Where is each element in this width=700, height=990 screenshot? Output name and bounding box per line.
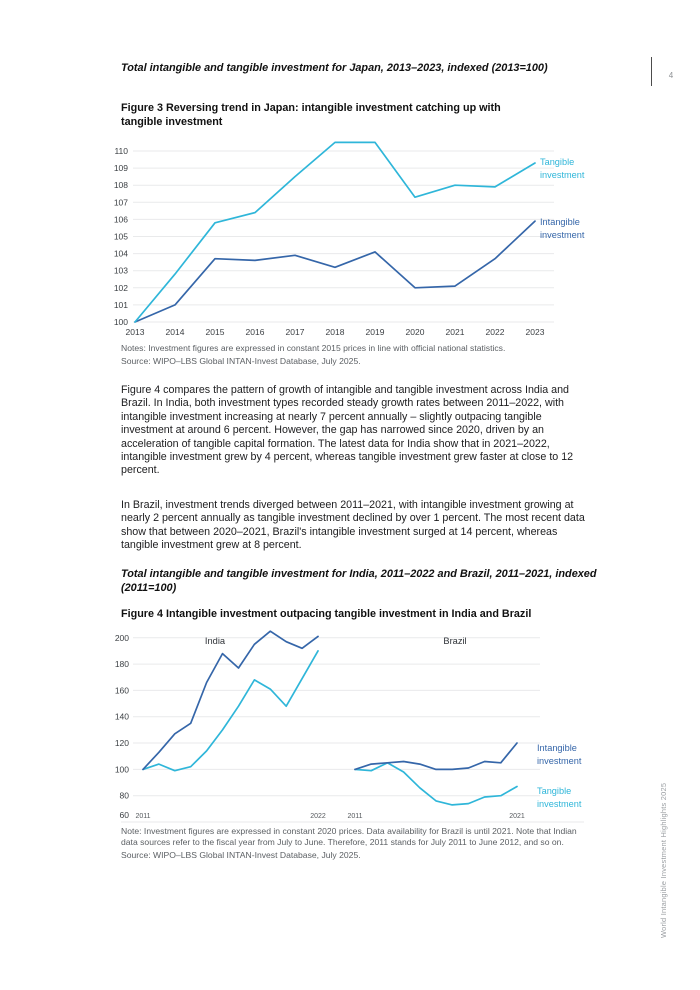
svg-text:108: 108	[113, 180, 128, 191]
svg-text:80: 80	[119, 790, 129, 801]
figure3-source: Source: WIPO–LBS Global INTAN-Invest Database, July 2025.	[121, 356, 361, 367]
svg-text:2023: 2023	[525, 327, 545, 337]
svg-text:2017: 2017	[285, 327, 305, 337]
japan-line-chart	[104, 138, 640, 343]
figure4-notes-block	[121, 826, 593, 861]
svg-text:100: 100	[113, 317, 128, 327]
svg-text:2019: 2019	[365, 327, 385, 337]
svg-text:2020: 2020	[405, 327, 425, 337]
figure4-caption: Figure 4 Intangible investment outpacing tangible investment in India and Brazil	[121, 608, 532, 620]
svg-text:102: 102	[113, 282, 128, 293]
svg-text:109: 109	[113, 163, 128, 174]
india-series-line-tangible	[143, 651, 318, 771]
svg-text:105: 105	[113, 231, 128, 242]
svg-text:Tangibleinvestment: Tangible investment	[540, 157, 585, 180]
svg-text:200: 200	[114, 632, 129, 643]
svg-text:103: 103	[113, 265, 128, 276]
figure3-caption: Figure 3 Reversing trend in Japan: intangible investment catching up with tangible investment	[121, 102, 501, 128]
svg-text:Intangibleinvestment: Intangible investment	[537, 743, 582, 766]
figure4-note: Note: Investment figures are expressed in constant 2020 prices. Data availability for Brazil is until 2021. Note that Indian data sources refer to the fiscal year from July to June. Therefore, 2011 stands for July 2011 to June 2012, and so on.	[121, 826, 577, 847]
svg-text:110: 110	[114, 146, 128, 156]
svg-text:2011: 2011	[135, 813, 151, 820]
svg-text:2016: 2016	[245, 327, 265, 337]
figure3-notes: Notes: Investment figures are expressed in constant 2015 prices in line with official national statistics.	[121, 343, 506, 353]
brazil-series-line-intangible	[355, 743, 517, 769]
svg-text:Brazil: Brazil	[443, 636, 467, 646]
svg-text:104: 104	[113, 248, 128, 259]
document-side-label: World Intangible Investment Highlights 2025	[659, 782, 668, 938]
svg-text:60: 60	[119, 810, 129, 820]
svg-text:180: 180	[114, 659, 129, 670]
svg-text:106: 106	[113, 214, 128, 225]
india-brazil-line-chart-svg	[104, 628, 640, 828]
svg-text:2013: 2013	[125, 327, 145, 337]
svg-text:2015: 2015	[205, 327, 225, 337]
figure4-source: Source: WIPO–LBS Global INTAN-Invest Database, July 2025.	[121, 850, 361, 861]
svg-text:2011: 2011	[347, 813, 363, 820]
svg-text:140: 140	[114, 711, 129, 722]
body-paragraph-1: Figure 4 compares the pattern of growth of intangible and tangible investment across India and Brazil. In India, both investment types recorded steady growth rates between 2011–2022, with intangible investment increasing at nearly 7 percent annually – slightly outpacing tangible investment at around 6 percent. However, the gap has narrowed since 2020, driven by an acceleration of tangible capital formation. The latest data for India show that in 2021–2022, intangible investment grew by 4 percent, whereas tangible investment grew faster at close to 12 percent.	[121, 384, 574, 477]
svg-text:India: India	[204, 636, 226, 646]
page-number: 4	[668, 71, 674, 80]
chart-kicker-india-brazil: Total intangible and tangible investment for India, 2011–2022 and Brazil, 2011–2021, indexed (2011=100)	[121, 568, 597, 594]
svg-text:Tangibleinvestment: Tangible investment	[537, 786, 582, 809]
svg-text:2018: 2018	[325, 327, 345, 337]
japan-line-chart-svg	[104, 138, 640, 343]
body-paragraph-2: In Brazil, investment trends diverged between 2011–2021, with intangible investment growing at nearly 2 percent annually as tangible investment declined by over 1 percent. The most recent data show that between 2020–2021, Brazil's intangible investment surged at 14 percent, whereas tangible investment grew at 8 percent.	[121, 499, 585, 552]
svg-text:Intangibleinvestment: Intangible investment	[540, 217, 585, 240]
page-number-rule	[651, 57, 652, 86]
india-brazil-line-chart	[104, 628, 640, 828]
svg-text:120: 120	[114, 738, 129, 748]
chart-kicker-japan: Total intangible and tangible investment for Japan, 2013–2023, indexed (2013=100)	[121, 62, 548, 74]
svg-text:107: 107	[113, 197, 128, 208]
svg-text:2021: 2021	[509, 813, 525, 820]
svg-text:2022: 2022	[485, 327, 505, 337]
svg-text:2014: 2014	[165, 327, 185, 337]
figure3-notes-block	[121, 343, 593, 367]
svg-text:2022: 2022	[310, 813, 326, 820]
india-series-line-intangible	[143, 631, 318, 769]
series-line-tangible	[135, 142, 535, 322]
svg-text:160: 160	[114, 685, 129, 696]
svg-text:100: 100	[114, 764, 129, 775]
svg-text:2021: 2021	[445, 327, 465, 337]
svg-text:101: 101	[113, 299, 128, 310]
